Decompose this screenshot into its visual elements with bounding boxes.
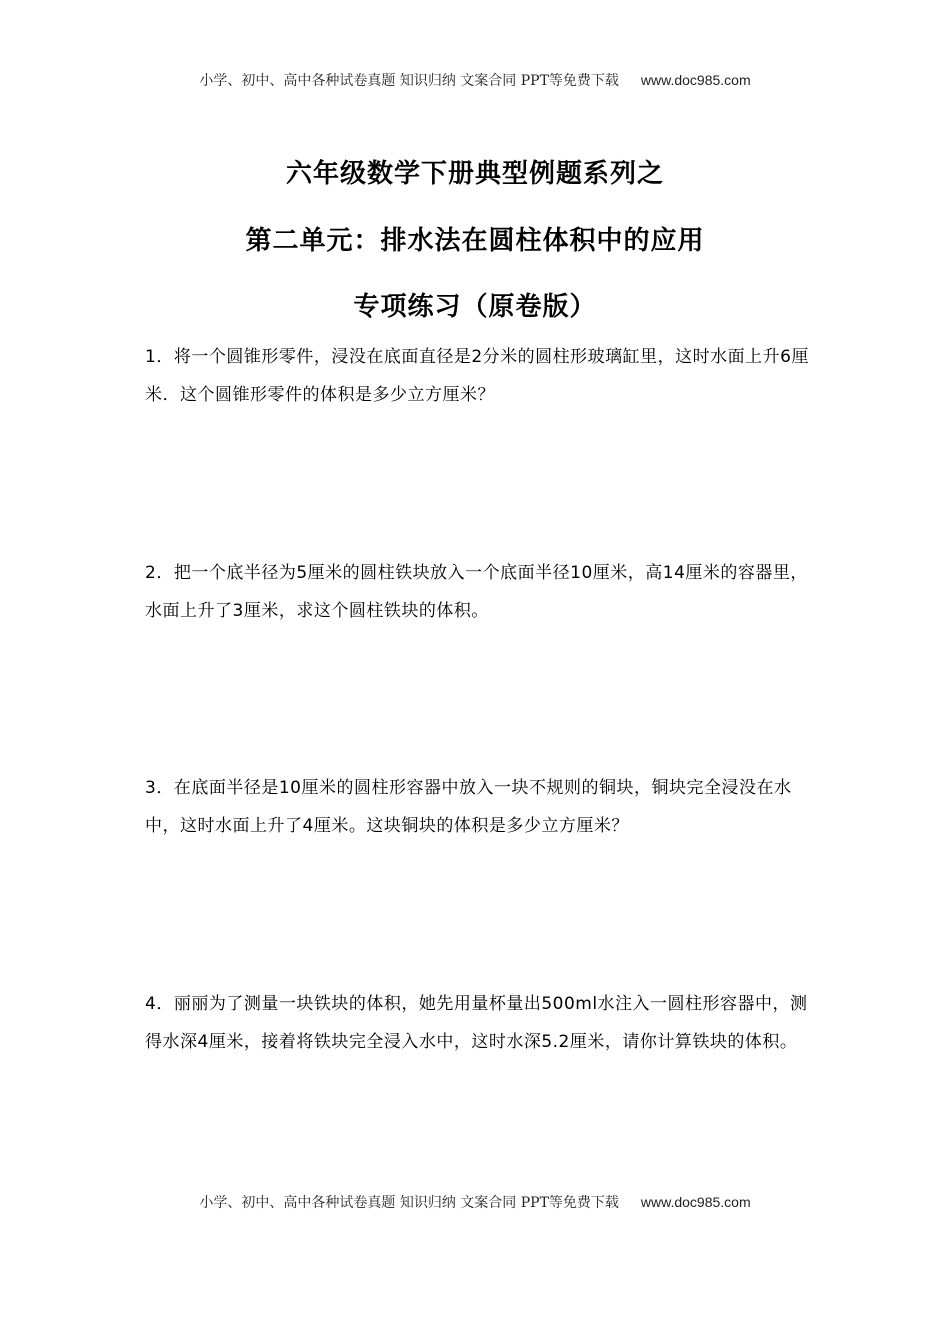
question-4: 4．丽丽为了测量一块铁块的体积，她先用量杯量出500ml水注入一圆柱形容器中，测得水深4厘米，接着将铁块完全浸入水中，这时水深5.2厘米，请你计算铁块的体积。 bbox=[145, 994, 808, 1052]
question-2: 2．把一个底半径为5厘米的圆柱铁块放入一个底面半径10厘米，高14厘米的容器里，水面上升了3厘米，求这个圆柱铁块的体积。 bbox=[145, 563, 808, 621]
title-line-1: 六年级数学下册典型例题系列之 bbox=[285, 159, 664, 189]
question-1: 1．将一个圆锥形零件，浸没在底面直径是2分米的圆柱形玻璃缸里，这时水面上升6厘米．这个圆锥形零件的体积是多少立方厘米？ bbox=[145, 347, 809, 405]
page-header bbox=[0, 70, 950, 90]
header-text: 小学、初中、高中各种试卷真题 知识归纳 文案合同 PPT等免费下载 bbox=[199, 73, 619, 89]
question-3: 3．在底面半径是10厘米的圆柱形容器中放入一块不规则的铜块，铜块完全浸没在水中，这时水面上升了4厘米。这块铜块的体积是多少立方厘米？ bbox=[145, 778, 792, 836]
page-footer bbox=[0, 1192, 950, 1212]
footer-text: 小学、初中、高中各种试卷真题 知识归纳 文案合同 PPT等免费下载 bbox=[199, 1195, 619, 1211]
header-url: www.doc985.com bbox=[640, 72, 751, 88]
footer-url: www.doc985.com bbox=[640, 1194, 751, 1210]
title-line-2: 第二单元：排水法在圆柱体积中的应用 bbox=[245, 226, 705, 256]
title-line-3: 专项练习（原卷版） bbox=[353, 292, 597, 322]
